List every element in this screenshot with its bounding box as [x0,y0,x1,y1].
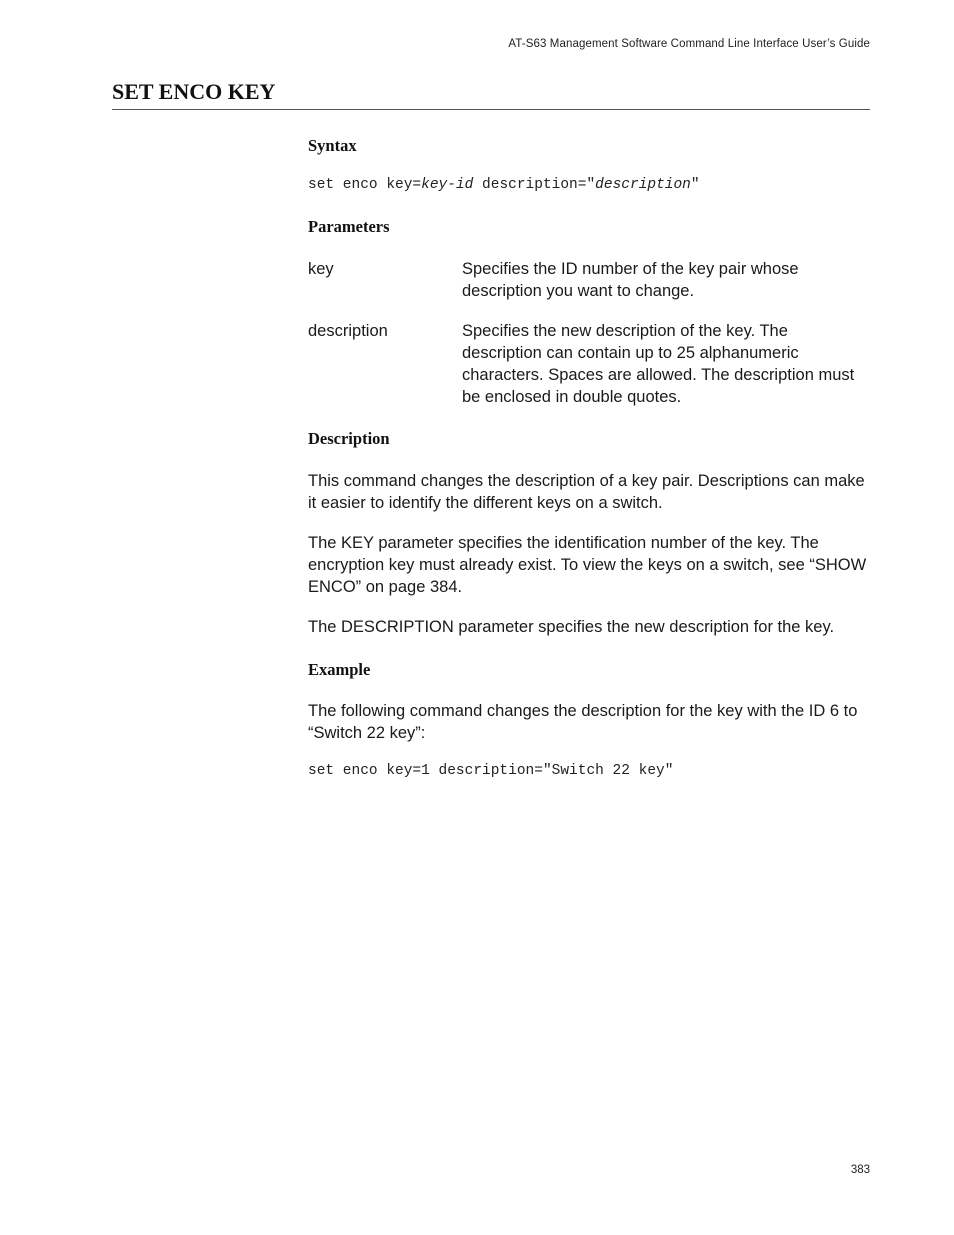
syntax-command [308,177,700,193]
page-number: 383 [850,1164,870,1176]
title-divider [112,109,870,110]
syntax-heading: Syntax [308,136,357,155]
example-heading: Example [308,660,371,679]
parameters-heading: Parameters [308,217,390,236]
description-heading: Description [308,429,390,448]
syntax-cmd-suffix: " [690,177,700,193]
syntax-cmd-mid: description=" [473,177,596,193]
parameter-description: Specifies the new description of the key. The description can contain up to 25 alphanumeric characters. Spaces are allowed. The description must be enclosed in double quotes. [462,322,855,406]
syntax-key-variable: key-id [421,177,474,193]
parameter-name: description [308,322,388,340]
example-command: set enco key=1 description="Switch 22 key" [308,763,674,779]
description-paragraph: This command changes the description of a key pair. Descriptions can make it easier to identify the different keys on a switch. [308,472,865,512]
parameter-description: Specifies the ID number of the key pair whose description you want to change. [462,260,799,300]
description-paragraph: The DESCRIPTION parameter specifies the new description for the key. [308,618,835,636]
page-title: SET ENCO KEY [112,79,276,104]
running-header: AT-S63 Management Software Command Line Interface User’s Guide [508,38,870,50]
parameter-name: key [308,260,334,278]
syntax-description-variable: description [595,177,691,193]
example-intro: The following command changes the description for the key with the ID 6 to “Switch 22 key”: [308,702,858,742]
description-paragraph: The KEY parameter specifies the identification number of the key. The encryption key must already exist. To view the keys on a switch, see “SHOW ENCO” on page 384. [308,534,867,596]
syntax-cmd-prefix: set enco key= [308,177,422,193]
